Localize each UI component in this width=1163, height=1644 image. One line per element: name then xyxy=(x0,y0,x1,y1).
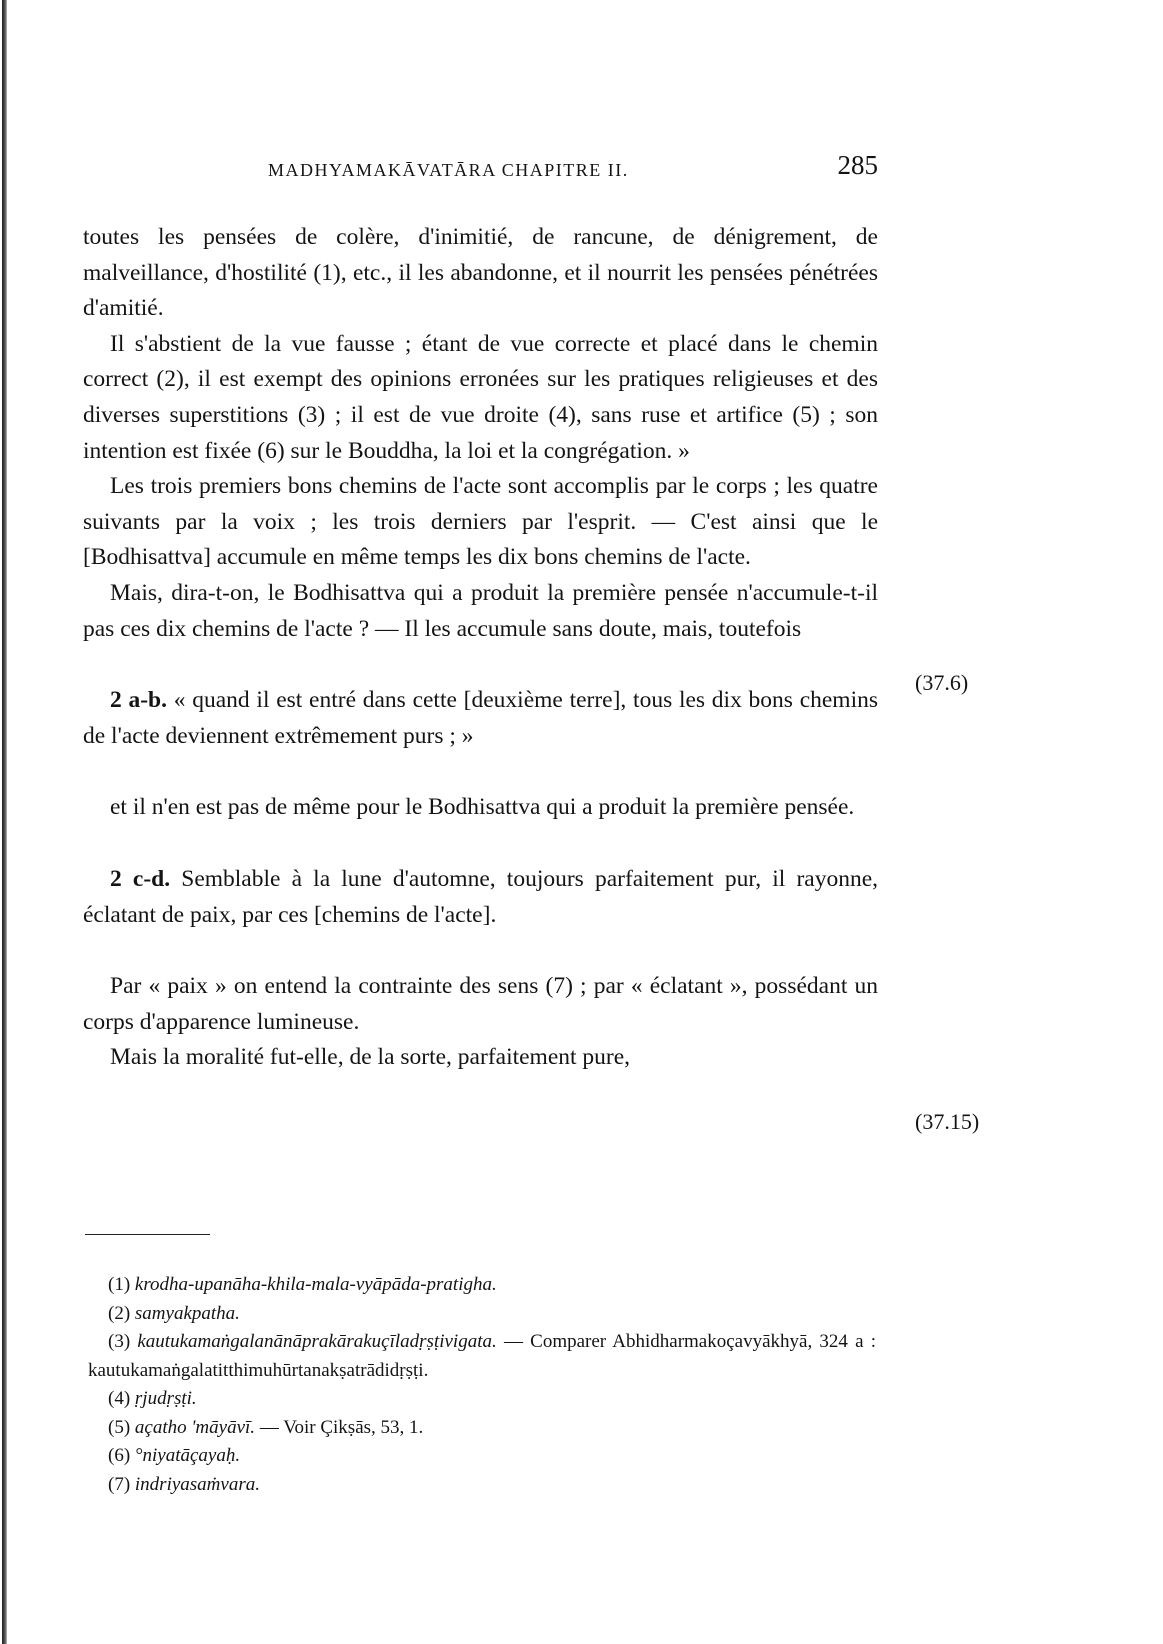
book-spine-edge xyxy=(2,0,7,1644)
spacer xyxy=(83,647,878,683)
page-header xyxy=(268,150,878,181)
running-title: MADHYAMAKĀVATĀRA CHAPITRE II. xyxy=(268,160,629,180)
footnote-6-text: °niyatāçayaḥ. xyxy=(134,1445,241,1466)
footnote-3-text: kautukamaṅgalanānāprakārakuçīladṛṣṭivigata. xyxy=(137,1331,497,1352)
paragraph-5: et il n'en est pas de même pour le Bodhisattva qui a produit la première pensée. xyxy=(110,794,855,821)
main-text xyxy=(83,220,878,1076)
footnote-2-number: (2) xyxy=(108,1302,131,1324)
paragraph-7: Mais la moralité fut-elle, de la sorte, parfaitement pure, xyxy=(110,1044,631,1071)
footnote-5-text: açatho 'māyāvī. xyxy=(134,1416,256,1438)
footnote-5 xyxy=(88,1414,876,1443)
verse-2ab-label: 2 a-b. xyxy=(110,687,168,714)
page-number: 285 xyxy=(837,150,878,180)
footnote-7-text: indriyasaṁvara. xyxy=(134,1473,260,1495)
footnote-3-continuation: — Comparer Abhidharmakoçavyākhyā, 324 a : kautukamaṅgalatitthimuhūrtanakṣatrādidṛṣṭi. xyxy=(88,1331,877,1381)
footnote-4-number: (4) xyxy=(108,1388,131,1409)
footnote-2 xyxy=(88,1300,876,1329)
footnote-rule xyxy=(85,1234,210,1235)
paragraph-4: Mais, dira-t-on, le Bodhisattva qui a produit la première pensée n'accumule-t-il pas ces dix chemins de l'acte ? — Il les accumule sans doute, mais, toutefois xyxy=(83,579,878,642)
margin-reference-1: (37.6) xyxy=(915,670,969,695)
footnote-4-text: ṛjudṛṣṭi. xyxy=(134,1388,197,1409)
footnote-1 xyxy=(88,1271,876,1300)
footnote-6 xyxy=(88,1442,876,1471)
verse-2cd-text: Semblable à la lune d'automne, toujours parfaitement pur, il rayonne, éclatant de paix, par ces [chemins de l'acte]. xyxy=(83,865,879,928)
verse-2cd-label: 2 c-d. xyxy=(110,865,171,892)
paragraph-3: Les trois premiers bons chemins de l'acte sont accomplis par le corps ; les quatre suivants par la voix ; les trois derniers par l'esprit. — C'est ainsi que le [Bodhisattva] accumule en même temps les dix bons chemins de l'acte. xyxy=(83,473,878,571)
footnote-5-continuation: — Voir Çikṣās, 53, 1. xyxy=(259,1416,424,1438)
spacer xyxy=(83,754,878,790)
footnote-1-text: krodha-upanāha-khila-mala-vyāpāda-pratigha. xyxy=(134,1274,497,1295)
footnote-3-number: (3) xyxy=(108,1331,131,1352)
footnote-2-text: samyakpatha. xyxy=(134,1302,240,1324)
paragraph-2: Il s'abstient de la vue fausse ; étant de vue correcte et placé dans le chemin correct (2), il est exempt des opinions erronées sur les pratiques religieuses et des diverses superstitions (3) ; il est de vue droite (4), sans ruse et artifice (5) ; son intention est fixée (6) sur le Bouddha, la loi et la congrégation. » xyxy=(83,330,878,464)
paragraph-6: Par « paix » on entend la contrainte des sens (7) ; par « éclatant », possédant un corps d'apparence lumineuse. xyxy=(83,973,878,1035)
paragraph-1: toutes les pensées de colère, d'inimitié, de rancune, de dénigrement, de malveillance, d'hostilité (1), etc., il les abandonne, et il nourrit les pensées pénétrées d'amitié. xyxy=(83,224,878,322)
margin-reference-2: (37.15) xyxy=(915,1109,980,1134)
footnote-3 xyxy=(88,1328,876,1385)
verse-2ab xyxy=(83,683,878,754)
spacer xyxy=(83,826,878,862)
footnotes xyxy=(88,1271,876,1499)
verse-2ab-text: « quand il est entré dans cette [deuxième terre], tous les dix bons chemins de l'acte deviennent extrêmement purs ; » xyxy=(83,687,879,749)
verse-2cd xyxy=(83,862,878,933)
footnote-7 xyxy=(88,1471,876,1500)
footnote-5-number: (5) xyxy=(108,1416,131,1438)
spacer xyxy=(83,933,878,969)
footnote-1-number: (1) xyxy=(108,1274,131,1295)
footnote-4 xyxy=(88,1385,876,1414)
footnote-6-number: (6) xyxy=(108,1445,131,1466)
footnote-7-number: (7) xyxy=(108,1473,131,1495)
